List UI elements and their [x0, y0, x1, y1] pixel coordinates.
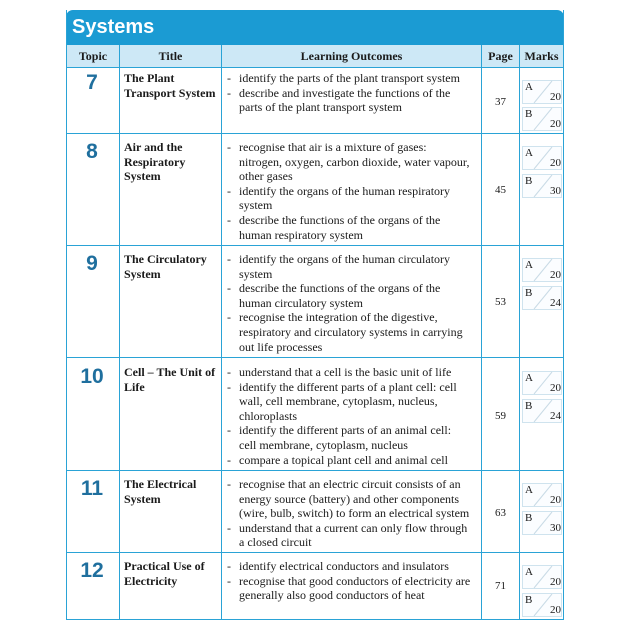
topic-title-line: The Circulatory — [124, 252, 207, 266]
header-learning-outcomes: Learning Outcomes — [222, 45, 481, 67]
learning-outcome-line: describe the functions of the organs of the — [239, 212, 441, 227]
mark-box-b — [522, 174, 562, 198]
topic-title — [124, 365, 220, 394]
topic-title — [124, 477, 220, 506]
learning-outcome-line: parts of the plant transport system — [239, 100, 402, 115]
learning-outcome-line: recognise the integration of the digestive, — [239, 310, 438, 325]
page-number: 53 — [495, 296, 506, 308]
learning-outcome — [227, 281, 482, 310]
learning-outcome-line: describe and investigate the functions of the — [239, 85, 451, 100]
mark-value: 30 — [550, 185, 561, 197]
learning-outcome-line: other gases — [239, 169, 293, 184]
mark-box-b — [522, 511, 562, 535]
column-divider — [519, 45, 520, 620]
learning-outcomes-list — [227, 559, 482, 603]
mark-box-a — [522, 483, 562, 507]
mark-label: B — [525, 400, 533, 412]
header-marks: Marks — [520, 45, 563, 67]
topic-title — [124, 559, 220, 588]
learning-outcome — [227, 423, 482, 452]
learning-outcome-line: wall, cell membrane, cytoplasm, nucleus, — [239, 394, 438, 409]
row-divider — [66, 245, 564, 246]
page-number: 37 — [495, 96, 506, 108]
learning-outcome-line: system — [239, 198, 273, 213]
section-title: Systems — [72, 16, 155, 38]
mark-value: 24 — [550, 297, 561, 309]
mark-value: 24 — [550, 410, 561, 422]
mark-value: 20 — [550, 91, 561, 103]
topic-title-line: Electricity — [124, 573, 178, 588]
topic-title-line: System — [124, 491, 161, 506]
mark-value: 20 — [550, 494, 561, 506]
learning-outcome-line: recognise that an electric circuit consists of an — [239, 477, 461, 491]
topic-title-line: Practical Use of — [124, 559, 205, 573]
mark-label: B — [525, 287, 533, 299]
topic-number: 7 — [86, 71, 98, 94]
row-divider — [66, 470, 564, 471]
topic-title-line: System — [124, 266, 161, 281]
learning-outcome — [227, 86, 482, 115]
row-divider — [66, 67, 564, 68]
learning-outcome-line: identify the organs of the human respiratory — [239, 183, 451, 198]
learning-outcome-line: respiratory and circulatory systems in carrying — [239, 324, 463, 339]
mark-box-a — [522, 146, 562, 170]
learning-outcome-line: identify the organs of the human circulatory — [239, 252, 451, 266]
mark-value: 20 — [550, 269, 561, 281]
learning-outcomes-list — [227, 140, 482, 242]
learning-outcome-line: identify the parts of the plant transport system — [239, 71, 460, 85]
mark-value: 20 — [550, 118, 561, 130]
learning-outcome-line: generally also good conductors of heat — [239, 588, 425, 603]
mark-label: B — [525, 108, 533, 120]
learning-outcome — [227, 71, 482, 86]
topic-title-line: The Plant — [124, 71, 175, 85]
learning-outcome-line: understand that a cell is the basic unit of life — [239, 365, 452, 379]
learning-outcome — [227, 140, 482, 184]
learning-outcomes-list — [227, 252, 482, 354]
learning-outcome-line: cell membrane, cytoplasm, nucleus — [239, 437, 408, 452]
mark-value: 20 — [550, 576, 561, 588]
mark-label: A — [525, 566, 533, 578]
topic-number: 8 — [86, 140, 98, 163]
page-number: 71 — [495, 580, 506, 592]
header-topic: Topic — [67, 45, 119, 67]
learning-outcome-line: human circulatory system — [239, 295, 363, 310]
learning-outcome-line: chloroplasts — [239, 408, 297, 423]
learning-outcome — [227, 453, 482, 468]
column-divider — [221, 45, 222, 620]
mark-label: A — [525, 147, 533, 159]
learning-outcome — [227, 477, 482, 521]
topic-number: 10 — [80, 365, 104, 388]
topic-title-line: Cell – The Unit of — [124, 365, 216, 379]
topic-title-line: Air and the — [124, 140, 183, 154]
topic-title-line: System — [124, 169, 161, 183]
mark-value: 20 — [550, 382, 561, 394]
mark-box-a — [522, 80, 562, 104]
page-number: 59 — [495, 410, 506, 422]
row-divider — [66, 552, 564, 553]
mark-value: 30 — [550, 522, 561, 534]
mark-box-a — [522, 258, 562, 282]
mark-label: A — [525, 372, 533, 384]
mark-box-a — [522, 565, 562, 589]
learning-outcome-line: human respiratory system — [239, 227, 363, 242]
topic-title-line: Transport System — [124, 85, 216, 100]
mark-label: A — [525, 484, 533, 496]
mark-label: A — [525, 81, 533, 93]
topic-number: 9 — [86, 252, 98, 275]
learning-outcome-line: understand that a current can only flow through — [239, 520, 468, 535]
mark-box-b — [522, 286, 562, 310]
learning-outcome-line: (wire, bulb, switch) to form an electrical system — [239, 506, 470, 521]
column-divider — [119, 45, 120, 620]
learning-outcome-line: recognise that good conductors of electricity are — [239, 573, 471, 588]
learning-outcome — [227, 365, 482, 380]
topic-title — [124, 71, 220, 100]
learning-outcome — [227, 252, 482, 281]
learning-outcome-line: a closed circuit — [239, 535, 312, 550]
header-page: Page — [482, 45, 519, 67]
learning-outcome-line: compare a topical plant cell and animal cell — [239, 452, 448, 467]
learning-outcomes-list — [227, 71, 482, 115]
mark-label: B — [525, 175, 533, 187]
row-divider — [66, 357, 564, 358]
learning-outcomes-list — [227, 477, 482, 550]
mark-label: B — [525, 512, 533, 524]
learning-outcome — [227, 310, 482, 354]
learning-outcome-line: describe the functions of the organs of the — [239, 281, 441, 296]
mark-box-b — [522, 399, 562, 423]
page-number: 63 — [495, 507, 506, 519]
learning-outcome-line: out life processes — [239, 339, 323, 354]
topic-title-line: The Electrical — [124, 477, 197, 491]
mark-box-a — [522, 371, 562, 395]
topic-number: 11 — [80, 477, 104, 500]
learning-outcome-line: recognise that air is a mixture of gases: — [239, 140, 427, 154]
topic-title-line: Respiratory — [124, 154, 186, 169]
topic-number: 12 — [80, 559, 104, 582]
learning-outcome — [227, 380, 482, 424]
learning-outcome-line: identify the different parts of an animal cell: — [239, 423, 452, 438]
learning-outcome-line: nitrogen, oxygen, carbon dioxide, water vapour, — [239, 154, 470, 169]
header-title: Title — [120, 45, 221, 67]
learning-outcome-line: energy source (battery) and other components — [239, 491, 460, 506]
row-divider — [66, 133, 564, 134]
mark-label: B — [525, 594, 533, 606]
topic-title-line: Life — [124, 379, 145, 394]
learning-outcome — [227, 184, 482, 213]
learning-outcome — [227, 213, 482, 242]
topic-title — [124, 252, 220, 281]
topic-title — [124, 140, 220, 184]
learning-outcome-line: identify electrical conductors and insulators — [239, 559, 449, 573]
learning-outcome — [227, 521, 482, 550]
mark-box-b — [522, 107, 562, 131]
page-number: 45 — [495, 184, 506, 196]
mark-label: A — [525, 259, 533, 271]
learning-outcome — [227, 559, 482, 574]
learning-outcome — [227, 574, 482, 603]
learning-outcome-line: identify the different parts of a plant cell: cell — [239, 379, 457, 394]
mark-value: 20 — [550, 157, 561, 169]
learning-outcome-line: system — [239, 266, 273, 281]
mark-box-b — [522, 593, 562, 617]
mark-value: 20 — [550, 604, 561, 616]
learning-outcomes-list — [227, 365, 482, 467]
